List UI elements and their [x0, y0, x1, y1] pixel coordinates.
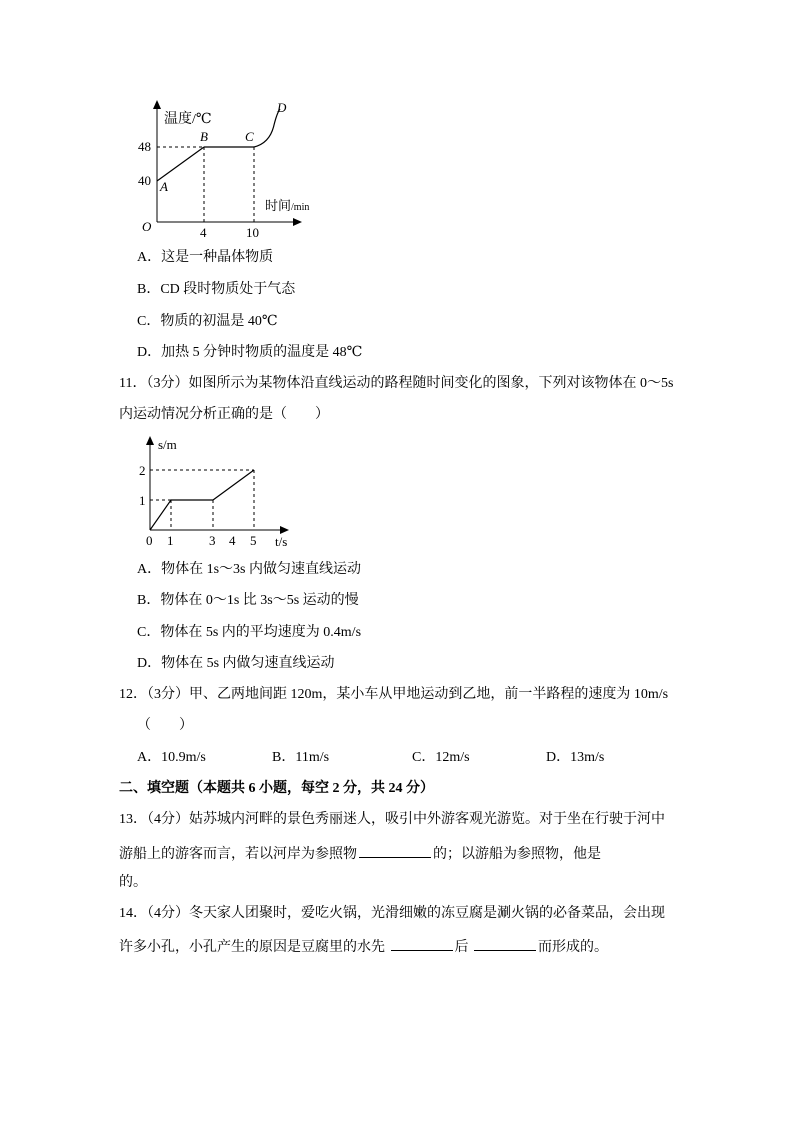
y-axis-arrow — [146, 436, 154, 445]
y-axis-label: s/m — [158, 437, 177, 452]
q13-stem-line3: 的。 — [119, 875, 147, 890]
distance-time-graph — [135, 433, 305, 551]
x-axis-arrow — [280, 526, 289, 534]
q12-option-b: B．11m/s — [272, 750, 330, 765]
q13-stem-line2 — [119, 843, 601, 864]
y-axis-arrow — [153, 100, 161, 109]
q10-option-c: C．物质的初温是 40℃ — [137, 314, 278, 329]
x-axis-arrow — [293, 218, 302, 226]
q14-blank-2[interactable] — [474, 936, 536, 951]
temperature-time-graph — [120, 95, 340, 245]
x-tick-1: 1 — [167, 533, 174, 548]
q14-stem-line2 — [119, 936, 608, 957]
segment-ab — [157, 147, 204, 181]
point-c-label: C — [245, 129, 254, 144]
x-tick-4: 4 — [229, 533, 236, 548]
x-tick-0: 0 — [146, 533, 153, 548]
q14-stem-line1: 14．（4分）冬天家人团聚时，爱吃火锅，光滑细嫩的冻豆腐是涮火锅的必备菜品，会出现 — [119, 906, 665, 921]
point-d-label: D — [277, 100, 287, 115]
y-tick-40: 40 — [138, 173, 151, 188]
q13-stem-line1: 13．（4分）姑苏城内河畔的景色秀丽迷人，吸引中外游客观光游览。对于坐在行驶于河中 — [119, 812, 665, 827]
q10-option-d: D．加热 5 分钟时物质的温度是 48℃ — [137, 345, 363, 360]
q14-text-c: 而形成的。 — [538, 940, 608, 955]
q13-text-a: 游船上的游客而言，若以河岸为参照物 — [119, 847, 357, 862]
q11-stem-line2: 内运动情况分析正确的是（ ） — [119, 407, 329, 422]
x-axis-label: t/s — [275, 534, 288, 549]
q11-option-d: D．物体在 5s 内做匀速直线运动 — [137, 656, 335, 671]
q12-option-c: C．12m/s — [412, 750, 470, 765]
point-a-label: A — [160, 179, 168, 194]
q14-blank-1[interactable] — [391, 936, 453, 951]
y-tick-48: 48 — [138, 139, 151, 154]
q11-option-c: C．物体在 5s 内的平均速度为 0.4m/s — [137, 625, 362, 640]
q12-option-d: D．13m/s — [546, 750, 605, 765]
origin-label: O — [142, 219, 152, 234]
q11-option-b: B．物体在 0～1s 比 3s～5s 运动的慢 — [137, 593, 359, 608]
motion-line — [150, 470, 254, 530]
q13-text-b: 的；以游船为参照物，他是 — [433, 847, 601, 862]
x-axis-label: 时间/min — [265, 198, 310, 213]
q12-option-a: A．10.9m/s — [137, 750, 206, 765]
q12-stem-line2: （ ） — [137, 718, 193, 733]
q14-text-b: 后 — [454, 940, 472, 955]
x-tick-5: 5 — [250, 533, 257, 548]
q11-stem-line1: 11．（3分）如图所示为某物体沿直线运动的路程随时间变化的图象，下列对该物体在 0～5s — [119, 376, 674, 391]
q11-option-a: A．物体在 1s～3s 内做匀速直线运动 — [137, 562, 362, 577]
y-tick-1: 1 — [139, 493, 146, 508]
y-axis-label: 温度/℃ — [164, 112, 212, 127]
x-tick-3: 3 — [209, 533, 216, 548]
x-tick-4: 4 — [200, 225, 207, 240]
q10-option-a: A．这是一种晶体物质 — [137, 250, 274, 265]
q14-text-a: 许多小孔，小孔产生的原因是豆腐里的水先 — [119, 940, 389, 955]
q10-option-b: B．CD 段时物质处于气态 — [137, 282, 296, 297]
x-tick-10: 10 — [246, 225, 259, 240]
y-tick-2: 2 — [139, 463, 146, 478]
q13-blank-1[interactable] — [359, 843, 431, 858]
section-2-title: 二、填空题（本题共 6 小题，每空 2 分，共 24 分） — [119, 781, 434, 796]
point-b-label: B — [200, 129, 208, 144]
q12-stem-line1: 12．（3分）甲、乙两地间距 120m，某小车从甲地运动到乙地，前一半路程的速度为 10m/s — [119, 687, 669, 702]
